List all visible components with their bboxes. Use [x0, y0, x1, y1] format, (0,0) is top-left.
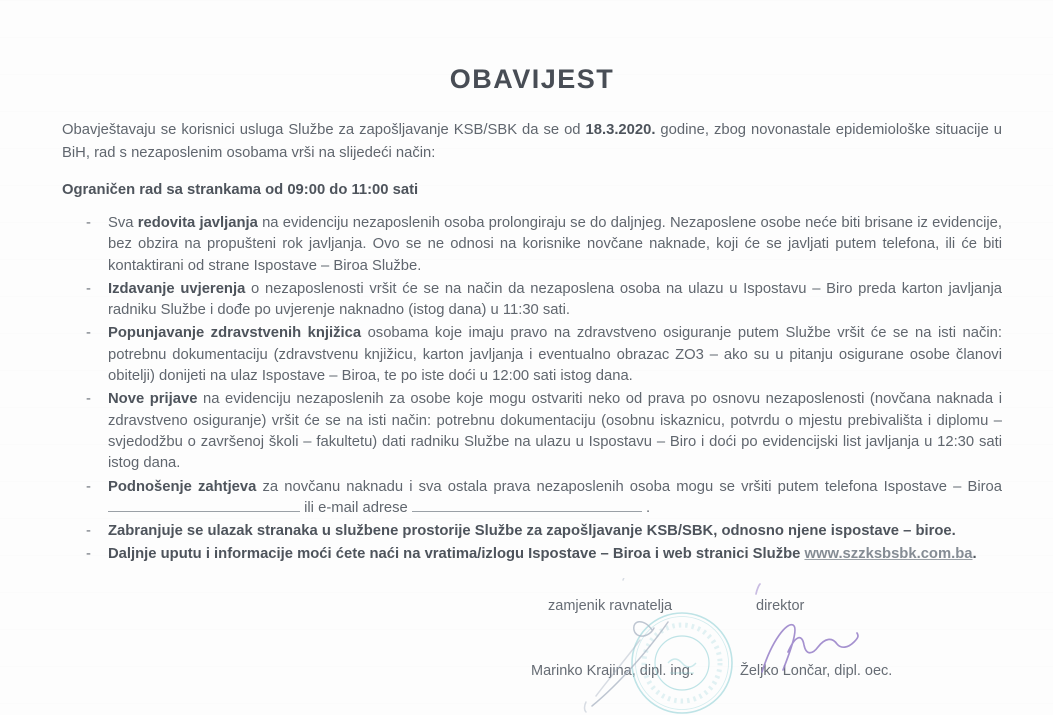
- document-title: OBAVIJEST: [449, 64, 615, 94]
- text-segment: .: [641, 499, 651, 516]
- notice-item: [108, 521, 1002, 542]
- working-hours-heading: Ograničen rad sa strankama od 09:00 do 11:00 sati: [62, 182, 419, 198]
- text-segment: na evidenciju nezaposlenih za osobe koje mogu ostvariti neko od prava po osnovu nezaposlenosti (novčana naknada i zdravstveno osiguranje) vršit će se na isti način: potrebnu dokumentaciju (osobnu iskaznicu, potvrdu o mjestu prebivališta i diplomu – svjedodžbu o završenoj školi – fakultetu) dati radniku Službe na ulazu u Ispostavu – Biro i doći po evidencijski list javljanja u 12:30 sati istog dana.: [108, 391, 1002, 472]
- signature-name-right: Željko Lončar, dipl. oec.: [740, 663, 893, 679]
- signature-name-left: Marinko Krajina, dipl. ing.: [531, 663, 694, 679]
- notice-item: [108, 544, 1002, 565]
- text-segment: Obavještavaju se korisnici usluga Službe za zapošljavanje KSB/SBK da se od: [62, 122, 586, 138]
- website-url: www.szzksbsbk.com.ba: [804, 546, 973, 563]
- text-segment: o nezaposlenosti vršit će se na način da nezaposlena osoba na ulazu u Ispostavu – Biro preda karton javljanja radniku Službe i dođe po uvjerenje naknadno (istog dana) u 11:30 sati.: [108, 280, 1003, 319]
- blank-line-phone: [108, 498, 300, 512]
- stamp-and-signatures-overlay: [500, 578, 930, 715]
- text-segment: Zabranjuje se ulazak stranaka u službene prostorije Službe za zapošljavanje KSB/SBK, odnosno njene ispostave – biroe.: [108, 523, 956, 540]
- notice-item: [108, 477, 1002, 520]
- text-segment: ili e-mail adrese: [300, 499, 412, 516]
- blank-line-email: [412, 498, 642, 512]
- handwritten-signature-left: [585, 578, 669, 712]
- text-segment: 18.3.2020.: [585, 122, 656, 138]
- text-segment: redovita javljanja: [137, 215, 258, 231]
- signature-role-left: zamjenik ravnatelja: [548, 598, 673, 614]
- text-segment: godine, zbog novonastale epidemiološke situacije u BiH, rad s nezaposlenim osobama vrši na slijedeći način:: [62, 122, 1002, 161]
- notice-item: [108, 389, 1002, 474]
- intro-paragraph: [62, 119, 1002, 164]
- text-segment: na evidenciju nezaposlenih osoba prolongiraju se do daljnjeg. Nezaposlene osobe neće biti brisane iz evidencije, bez obzira na propušteni rok javljanja. Ovo se ne odnosi na korisnike novčane naknade, koji će se javljati putem telefona, ili će biti kontaktirani od strane Ispostave – Biroa Službe.: [108, 215, 1003, 274]
- text-segment: Nove prijave: [108, 391, 198, 408]
- text-segment: Daljnje uputu i informacije moći ćete naći na vratima/izlogu Ispostave – Biroa i web stranici Službe: [108, 546, 805, 563]
- text-segment: .: [972, 546, 977, 563]
- text-segment: za novčanu naknadu i sva ostala prava nezaposlenih osoba mogu se vršiti putem telefona Ispostave – Biroa: [256, 478, 1002, 495]
- text-segment: Podnošenje zahtjeva: [108, 478, 257, 495]
- notice-item: [108, 279, 1002, 322]
- notice-item: [108, 213, 1002, 277]
- text-segment: Sva: [108, 215, 138, 231]
- handwritten-signature-right: [756, 584, 858, 672]
- round-stamp-icon: [632, 613, 732, 713]
- text-segment: Popunjavanje zdravstvenih knjižica: [108, 325, 362, 342]
- notice-item: [108, 323, 1002, 387]
- text-segment: Izdavanje uvjerenja: [108, 280, 246, 297]
- notice-list: [62, 213, 1002, 566]
- signature-role-right: direktor: [756, 598, 805, 614]
- text-segment: osobama koje imaju pravo na zdravstveno osiguranje putem Službe vršit će se na isti način: potrebnu dokumentaciju (zdravstvenu knjižicu, karton javljanja i eventualno obrazac ZO3 – ako su u pitanju osigurane osobe članovi obitelji) donijeti na ulaz Ispostave – Biroa, te po iste doći u 12:00 sati istog dana.: [108, 325, 1003, 385]
